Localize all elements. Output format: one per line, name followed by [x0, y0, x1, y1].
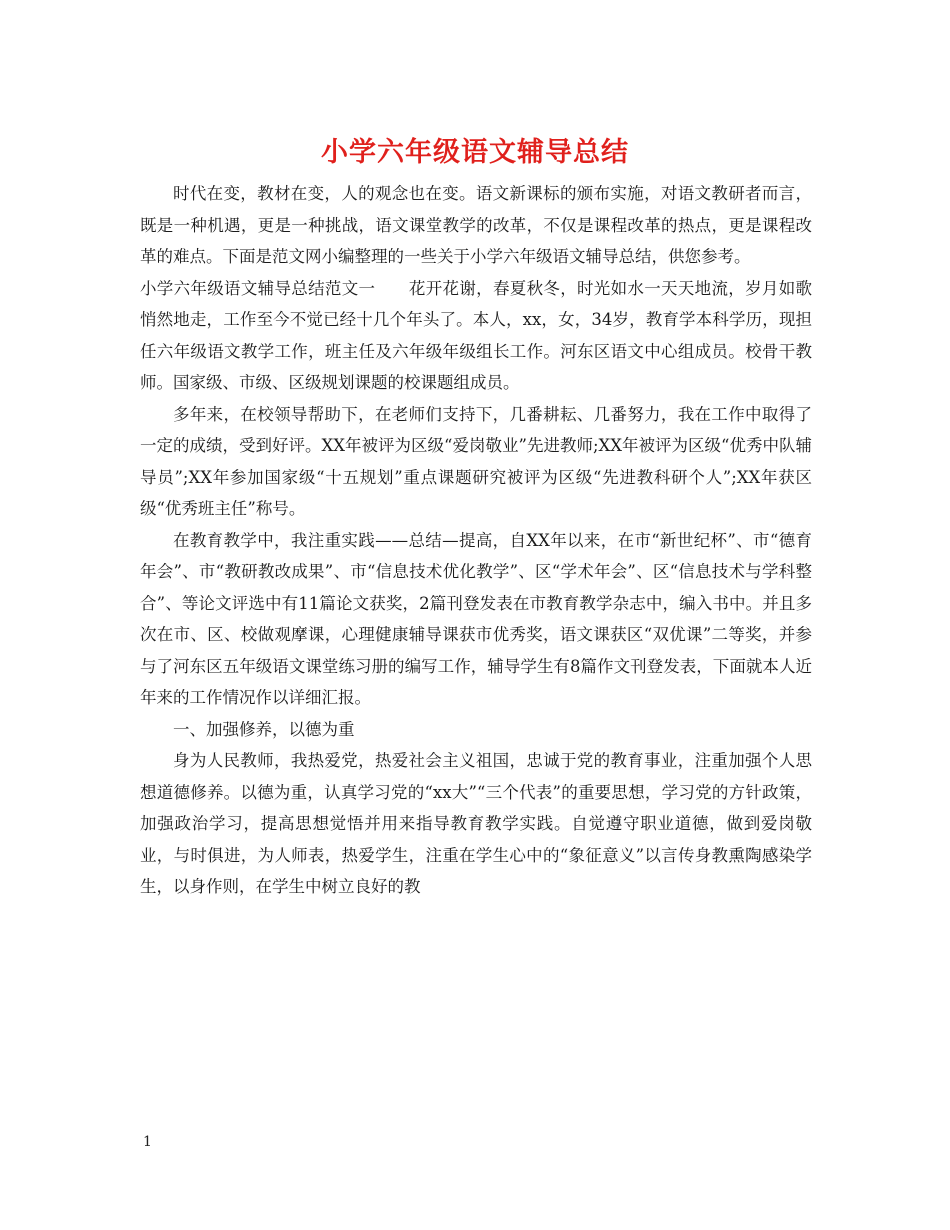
paragraph-teaching-practice: 在教育教学中，我注重实践——总结—提高，自XX年以来，在市“新世纪杯”、市“德育年会”、市“教研教改成果”、市“信息技术优化教学”、区“学术年会”、区“信息技术与学科整合”、等论文评选中有11篇论文获奖，2篇刊登发表在市教育教学杂志中，编入书中。并且多次在市、区、校做观摩课，心理健康辅导课获市优秀奖，语文课获区“双优课”二等奖，并参与了河东区五年级语文课堂练习册的编写工作，辅导学生有8篇作文刊登发表，下面就本人近年来的工作情况作以详细汇报。 — [140, 530, 812, 707]
document-title: 小学六年级语文辅导总结 — [321, 137, 629, 168]
paragraph-sample-one: 小学六年级语文辅导总结范文一 花开花谢，春夏秋冬，时光如水一天天地流，岁月如歌悄然地走，工作至今不觉已经十几个年头了。本人，xx，女，34岁，教育学本科学历，现担任六年级语文教学工作，班主任及六年级年级组长工作。河东区语文中心组成员。校骨干教师。国家级、市级、区级规划课题的校课题组成员。 — [140, 278, 812, 392]
paragraph-intro: 时代在变，教材在变，人的观念也在变。语文新课标的颁布实施，对语文教研者而言，既是一种机遇，更是一种挑战，语文课堂教学的改革，不仅是课程改革的热点，更是课程改革的难点。下面是范文网小编整理的一些关于小学六年级语文辅导总结，供您参考。 — [140, 184, 812, 266]
document-body — [140, 178, 812, 903]
section-heading-morality: 一、加强修养，以德为重 — [173, 719, 355, 739]
paragraph-morality: 身为人民教师，我热爱党，热爱社会主义祖国，忠诚于党的教育事业，注重加强个人思想道德修养。以德为重，认真学习党的“xx大”“三个代表”的重要思想，学习党的方针政策，加强政治学习，提高思想觉悟并用来指导教育教学实践。自觉遵守职业道德，做到爱岗敬业，与时俱进，为人师表，热爱学生，注重在学生心中的“象征意义”以言传身教熏陶感染学生，以身作则，在学生中树立良好的教 — [140, 751, 812, 896]
page-number: 1 — [143, 1134, 152, 1150]
paragraph-achievements: 多年来，在校领导帮助下，在老师们支持下，几番耕耘、几番努力，我在工作中取得了一定的成绩，受到好评。XX年被评为区级“爱岗敬业”先进教师;XX年被评为区级“优秀中队辅导员”;XX年参加国家级“十五规划”重点课题研究被评为区级“先进教科研个人”;XX年获区级“优秀班主任”称号。 — [140, 404, 812, 518]
